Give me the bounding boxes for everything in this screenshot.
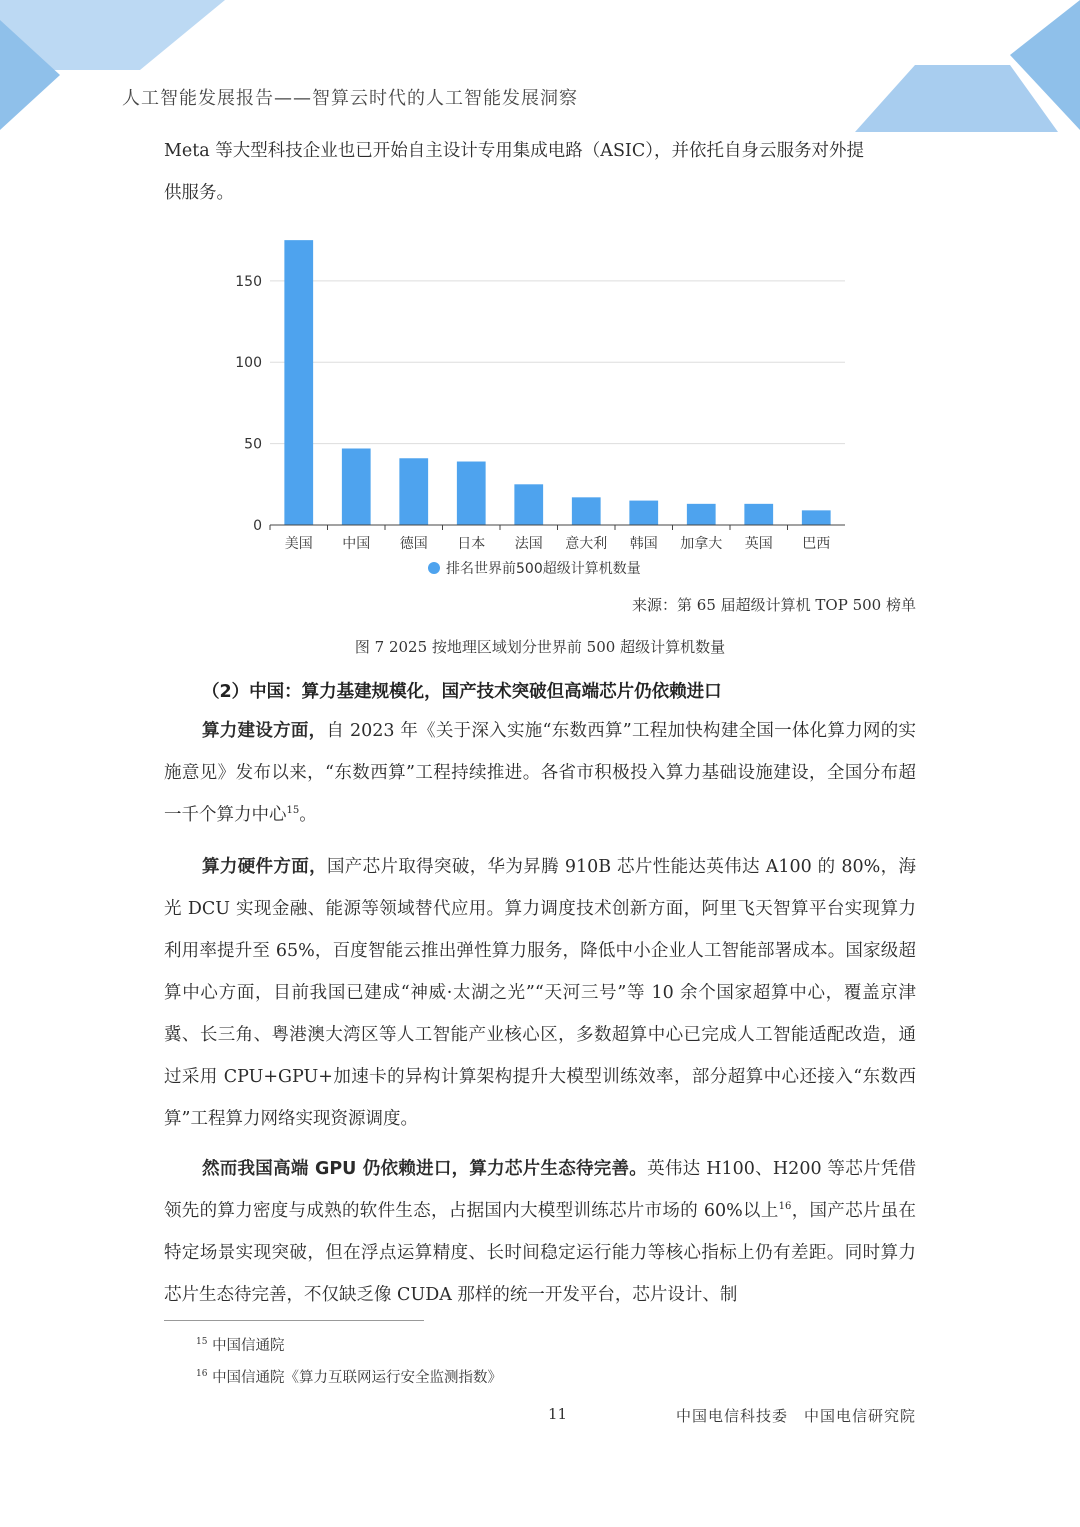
chart-bars [284, 240, 830, 525]
x-tick-label: 法国 [514, 536, 543, 552]
page-number: 11 [548, 1405, 568, 1423]
chart-gridlines [270, 281, 845, 444]
footnote-15 [196, 1334, 285, 1355]
footer-organization: 中国电信科技委 中国电信研究院 [675, 1407, 916, 1425]
footnote-divider [164, 1320, 424, 1321]
intro-line-2: 供服务。 [164, 183, 234, 203]
footnote-text: 中国信通院 [212, 1338, 285, 1354]
paragraph-text: 自 2023 年《关于深入实施“东数西算”工程加快构建全国一体化算力网的实施意见》发布以来，“东数西算”工程持续推进。各省市积极投入算力基础设施建设，全国分布超一千个算力中心 [164, 721, 916, 825]
paragraph-text-continued: ，国产芯片虽在特定场景实现突破，但在浮点运算精度、长时间稳定运行能力等核心指标上仍有差距。同时算力芯片生态待完善，不仅缺乏像 CUDA 那样的统一开发平台，芯片设计、制 [164, 1201, 916, 1305]
paragraph-lead: 算力建设方面， [202, 721, 327, 741]
paragraph-compute-hardware [164, 846, 916, 1140]
header-shape-right-trapezoid [855, 65, 1058, 132]
bar-3 [457, 462, 486, 525]
footnote-number: 16 [196, 1369, 208, 1380]
chart-x-labels [270, 525, 830, 552]
bar-1 [342, 448, 371, 525]
paragraph-gpu-dependency [164, 1148, 916, 1316]
x-tick-label: 中国 [342, 536, 371, 552]
bar-2 [399, 458, 428, 525]
y-tick-label: 150 [235, 273, 262, 290]
footnote-ref: 16 [778, 1201, 792, 1213]
bar-6 [629, 501, 658, 525]
y-tick-label: 100 [235, 355, 262, 372]
x-tick-label: 巴西 [802, 536, 831, 552]
footnote-number: 15 [196, 1337, 208, 1348]
footnote-text: 中国信通院《算力互联网运行安全监测指数》 [212, 1370, 503, 1386]
bar-7 [687, 504, 716, 525]
bar-0 [284, 240, 313, 525]
bar-9 [802, 510, 831, 525]
x-tick-label: 美国 [284, 536, 313, 552]
y-tick-label: 0 [253, 518, 262, 534]
paragraph-lead: 然而我国高端 GPU 仍依赖进口，算力芯片生态待完善。 [202, 1159, 648, 1179]
figure-source: 来源：第 65 届超级计算机 TOP 500 榜单 [632, 596, 916, 614]
footnote-16 [196, 1366, 502, 1387]
paragraph-compute-construction [164, 710, 916, 836]
report-header-title: 人工智能发展报告——智算云时代的人工智能发展洞察 [122, 88, 578, 109]
figure-caption: 图 7 2025 按地理区域划分世界前 500 超级计算机数量 [354, 638, 726, 656]
bar-chart [220, 222, 860, 592]
paragraph-lead: 算力硬件方面， [202, 857, 327, 877]
x-tick-label: 日本 [457, 536, 486, 552]
x-tick-label: 加拿大 [680, 536, 723, 552]
paragraph-text: 国产芯片取得突破，华为昇腾 910B 芯片性能达英伟达 A100 的 80%，海光 DCU 实现金融、能源等领域替代应用。算力调度技术创新方面，阿里飞天智算平台实现算力利用率提升至 65%，百度智能云推出弹性算力服务，降低中小企业人工智能部署成本。国家级超算中心方面，目前我国已建成“神威·太湖之光”“天河三号”等 10 余个国家超算中心，覆盖京津冀、长三角、粤港澳大湾区等人工智能产业核心区，多数超算中心已完成人工智能适配改造，通过采用 CPU+GPU+加速卡的异构计算架构提升大模型训练效率，部分超算中心还接入“东数西算”工程算力网络实现资源调度。 [164, 857, 917, 1129]
bar-4 [514, 484, 543, 525]
intro-line-1: Meta 等大型科技企业也已开始自主设计专用集成电路（ASIC），并依托自身云服务对外提 [164, 141, 864, 161]
intro-paragraph [164, 130, 916, 214]
chart-y-ticks [235, 274, 262, 534]
paragraph-text: 英伟达 H100、H200 等芯片凭借领先的算力密度与成熟的软件生态，占据国内大模型训练芯片市场的 60%以上 [164, 1159, 917, 1221]
bar-5 [572, 497, 601, 525]
x-tick-label: 英国 [744, 536, 773, 552]
legend-label: 排名世界前500超级计算机数量 [446, 561, 641, 577]
paragraph-end: 。 [299, 805, 317, 825]
x-tick-label: 韩国 [629, 536, 658, 552]
x-tick-label: 德国 [399, 536, 428, 552]
footnote-ref: 15 [286, 805, 300, 817]
y-tick-label: 50 [244, 436, 262, 453]
section-heading: （2）中国：算力基建规模化，国产技术突破但高端芯片仍依赖进口 [202, 682, 722, 702]
header-decoration [0, 0, 1080, 140]
legend-marker [428, 562, 440, 574]
bar-8 [744, 504, 773, 525]
x-tick-label: 意大利 [565, 536, 608, 552]
